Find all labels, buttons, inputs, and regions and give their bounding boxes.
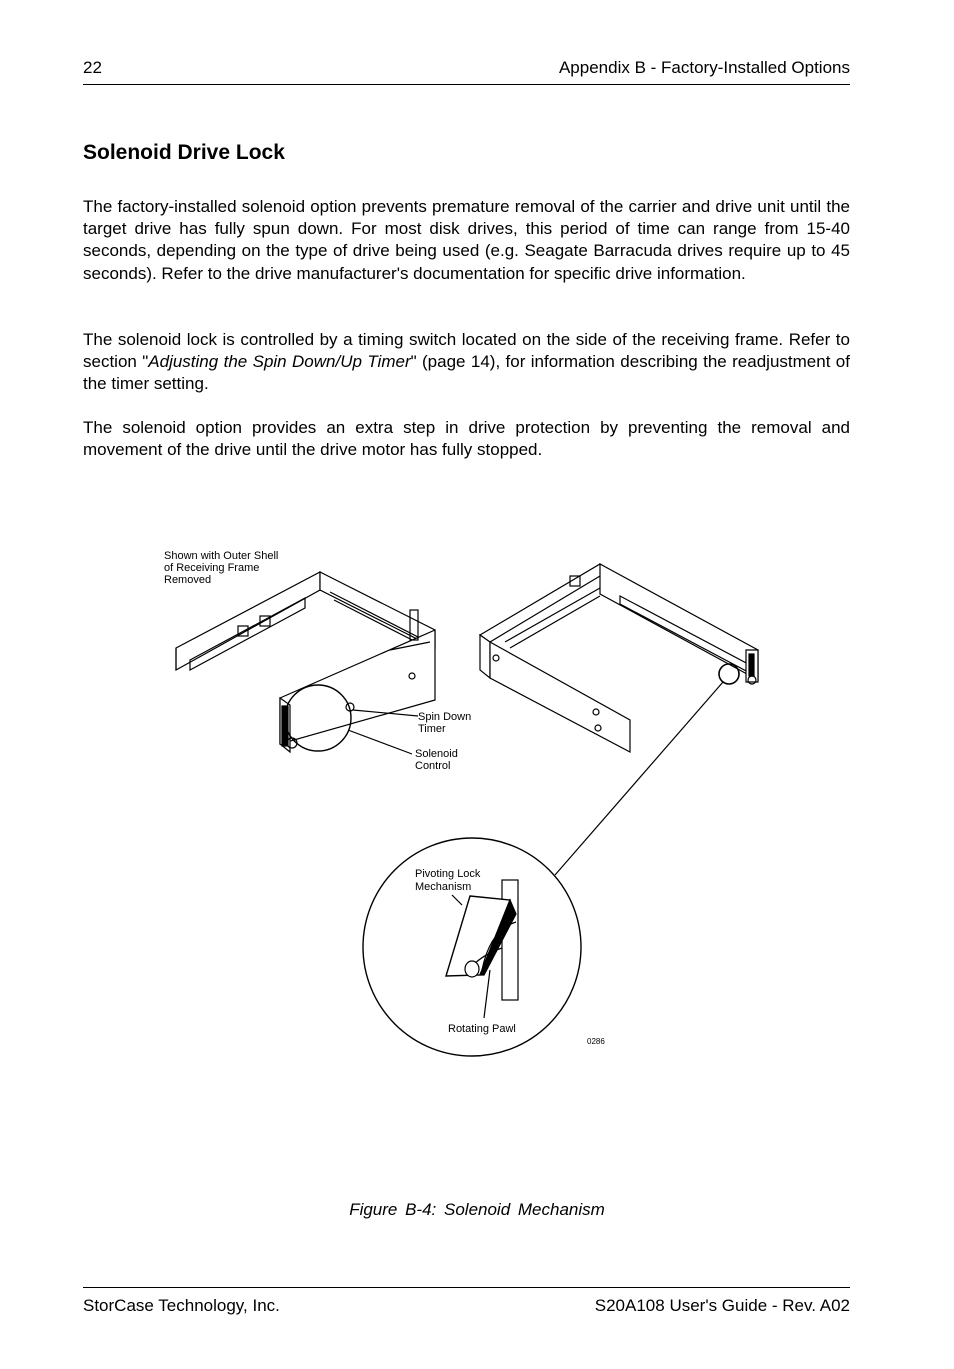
- rotating-pawl-label: Rotating Pawl: [448, 1023, 516, 1035]
- section-title: Solenoid Drive Lock: [83, 141, 285, 164]
- paragraph-protection: The solenoid option provides an extra step in drive protection by preventing the removal and movement of the drive until the drive motor has fully stopped.: [83, 418, 850, 460]
- page-footer: [83, 1287, 850, 1315]
- solenoid-control-label-1: Solenoid: [415, 748, 458, 760]
- paragraph-timer-text-1: The solenoid lock is controlled by a timing switch located on the side of the receiving frame. Refer to section ": [83, 330, 850, 372]
- solenoid-illustration: [150, 530, 810, 1070]
- paragraph-timer-text-2: " (page 14), for information describing the readjustment of the timer setting.: [83, 352, 850, 394]
- footer-guide: S20A108 User's Guide - Rev. A02: [594, 1296, 850, 1315]
- page-number: 22: [83, 58, 102, 77]
- frame-note-line-2: of Receiving Frame: [164, 562, 260, 574]
- figure-id: 0286: [587, 1037, 605, 1046]
- leader-line: [348, 730, 412, 754]
- spin-down-timer-label-1: Spin Down: [418, 711, 472, 723]
- page-header: [83, 58, 850, 85]
- header-title: Appendix B - Factory-Installed Options: [558, 58, 850, 77]
- solenoid-figure: [150, 530, 810, 1070]
- pivoting-lock-label-1: Pivoting Lock: [415, 868, 481, 880]
- paragraph-intro: The factory-installed solenoid option prevents premature removal of the carrier and drive unit until the target drive has fully spun down. For most disk drives, this period of time can range from 15-40 seconds, depending on the type of drive being used (e.g. Seagate Barracuda drives require up to 45 seconds). Refer to the drive manufacturer's documentation for specific drive information.: [83, 197, 850, 283]
- solenoid-control-label-2: Control: [415, 760, 451, 772]
- frame-note-line-1: Shown with Outer Shell: [164, 550, 279, 562]
- footer-company: StorCase Technology, Inc.: [83, 1296, 280, 1315]
- left-receiving-frame: [176, 572, 435, 752]
- right-receiving-frame: [480, 564, 758, 752]
- frame-note-line-3: Removed: [164, 574, 212, 586]
- pivoting-lock-label-2: Mechanism: [415, 881, 472, 893]
- figure-caption: Figure B-4: Solenoid Mechanism: [349, 1200, 605, 1219]
- spin-down-timer-label-2: Timer: [418, 723, 446, 735]
- paragraph-timer: [83, 329, 850, 396]
- lock-callout-circle: [719, 664, 739, 684]
- section-reference: Adjusting the Spin Down/Up Timer: [148, 352, 411, 372]
